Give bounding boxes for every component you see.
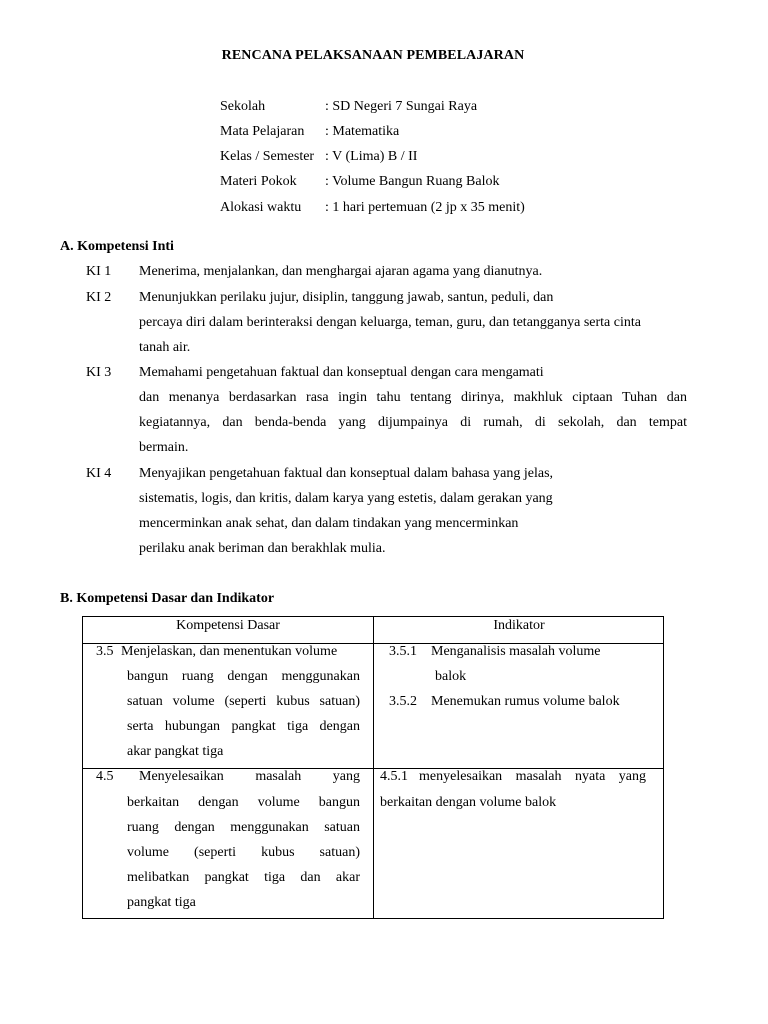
ki-code: KI 3 [86,365,112,380]
ki-code: KI 2 [86,290,112,305]
ki-text-line: perilaku anak beriman dan berakhlak mulia. [139,541,386,556]
section-a-heading: A. Kompetensi Inti [60,239,174,254]
indicator-number: 3.5.1 [389,644,417,659]
section-b-heading: B. Kompetensi Dasar dan Indikator [60,591,275,606]
ki-code: KI 1 [86,264,112,279]
kd-text-line: Menyelesaikan masalah yang [139,769,360,784]
ki-text-line: Memahami pengetahuan faktual dan konseptual dengan cara mengamati [139,365,544,380]
ki-code: KI 4 [86,466,112,481]
ki-text-line: sistematis, logis, dan kritis, dalam karya yang estetis, dalam gerakan yang [139,491,553,506]
kd-text-line: pangkat tiga [127,895,196,910]
kd-number: 4.5 [96,769,114,784]
ki-text-line: Menerima, menjalankan, dan menghargai ajaran agama yang dianutnya. [139,264,543,279]
kd-text-line: ruang dengan menggunakan satuan [127,820,360,835]
identity-label-materi: Materi Pokok [220,174,297,189]
kd-text-line: volume (seperti kubus satuan) [127,845,360,860]
identity-label-alokasi: Alokasi waktu [220,200,302,215]
identity-value-materi: : Volume Bangun Ruang Balok [325,174,500,189]
kd-text-line: serta hubungan pangkat tiga dengan [127,719,360,734]
identity-value-mapel: : Matematika [325,124,400,139]
ki-text-line: mencerminkan anak sehat, dan dalam tindakan yang mencerminkan [139,516,519,531]
identity-label-kelas: Kelas / Semester [220,149,315,164]
kd-number: 3.5 [96,644,114,659]
table-header-indikator: Indikator [493,618,545,633]
kd-text-line: bangun ruang dengan menggunakan [127,669,360,684]
identity-value-alokasi: : 1 hari pertemuan (2 jp x 35 menit) [325,200,525,215]
table-header-kd: Kompetensi Dasar [176,618,280,633]
kd-indicator-table [82,616,664,919]
ki-text-line: kegiatannya, dan benda-benda yang dijumpainya di rumah, di sekolah, dan tempat [139,415,687,430]
identity-value-sekolah: : SD Negeri 7 Sungai Raya [325,99,478,114]
identity-label-mapel: Mata Pelajaran [220,124,305,139]
kd-text-line: Menjelaskan, dan menentukan volume [121,644,338,659]
ki-text-line: Menyajikan pengetahuan faktual dan konseptual dalam bahasa yang jelas, [139,466,554,481]
ki-text-line: bermain. [139,440,189,455]
ki-text-line: Menunjukkan perilaku jujur, disiplin, tanggung jawab, santun, peduli, dan [139,290,554,305]
kd-text-line: berkaitan dengan volume bangun [127,795,360,810]
ki-text-line: percaya diri dalam berinteraksi dengan keluarga, teman, guru, dan tetangganya serta cinta [139,315,641,330]
indicator-number: 3.5.2 [389,694,417,709]
indicator-text-line: menyelesaikan masalah nyata yang [419,769,646,784]
page-title: RENCANA PELAKSANAAN PEMBELAJARAN [221,48,525,63]
indicator-text-line: Menemukan rumus volume balok [431,694,620,709]
identity-value-kelas: : V (Lima) B / II [325,149,418,164]
ki-text-line: tanah air. [139,340,191,355]
indicator-text-line: 4.5.1 [380,769,408,784]
indicator-text-line: balok [435,669,467,684]
indicator-text-line: Menganalisis masalah volume [431,644,601,659]
ki-text-line: dan menanya berdasarkan rasa ingin tahu tentang dirinya, makhluk ciptaan Tuhan dan [139,390,687,405]
indicator-text-line: berkaitan dengan volume balok [380,795,557,810]
identity-label-sekolah: Sekolah [220,99,266,114]
kd-text-line: satuan volume (seperti kubus satuan) [127,694,360,709]
kd-text-line: akar pangkat tiga [127,744,224,759]
kd-text-line: melibatkan pangkat tiga dan akar [127,870,360,885]
